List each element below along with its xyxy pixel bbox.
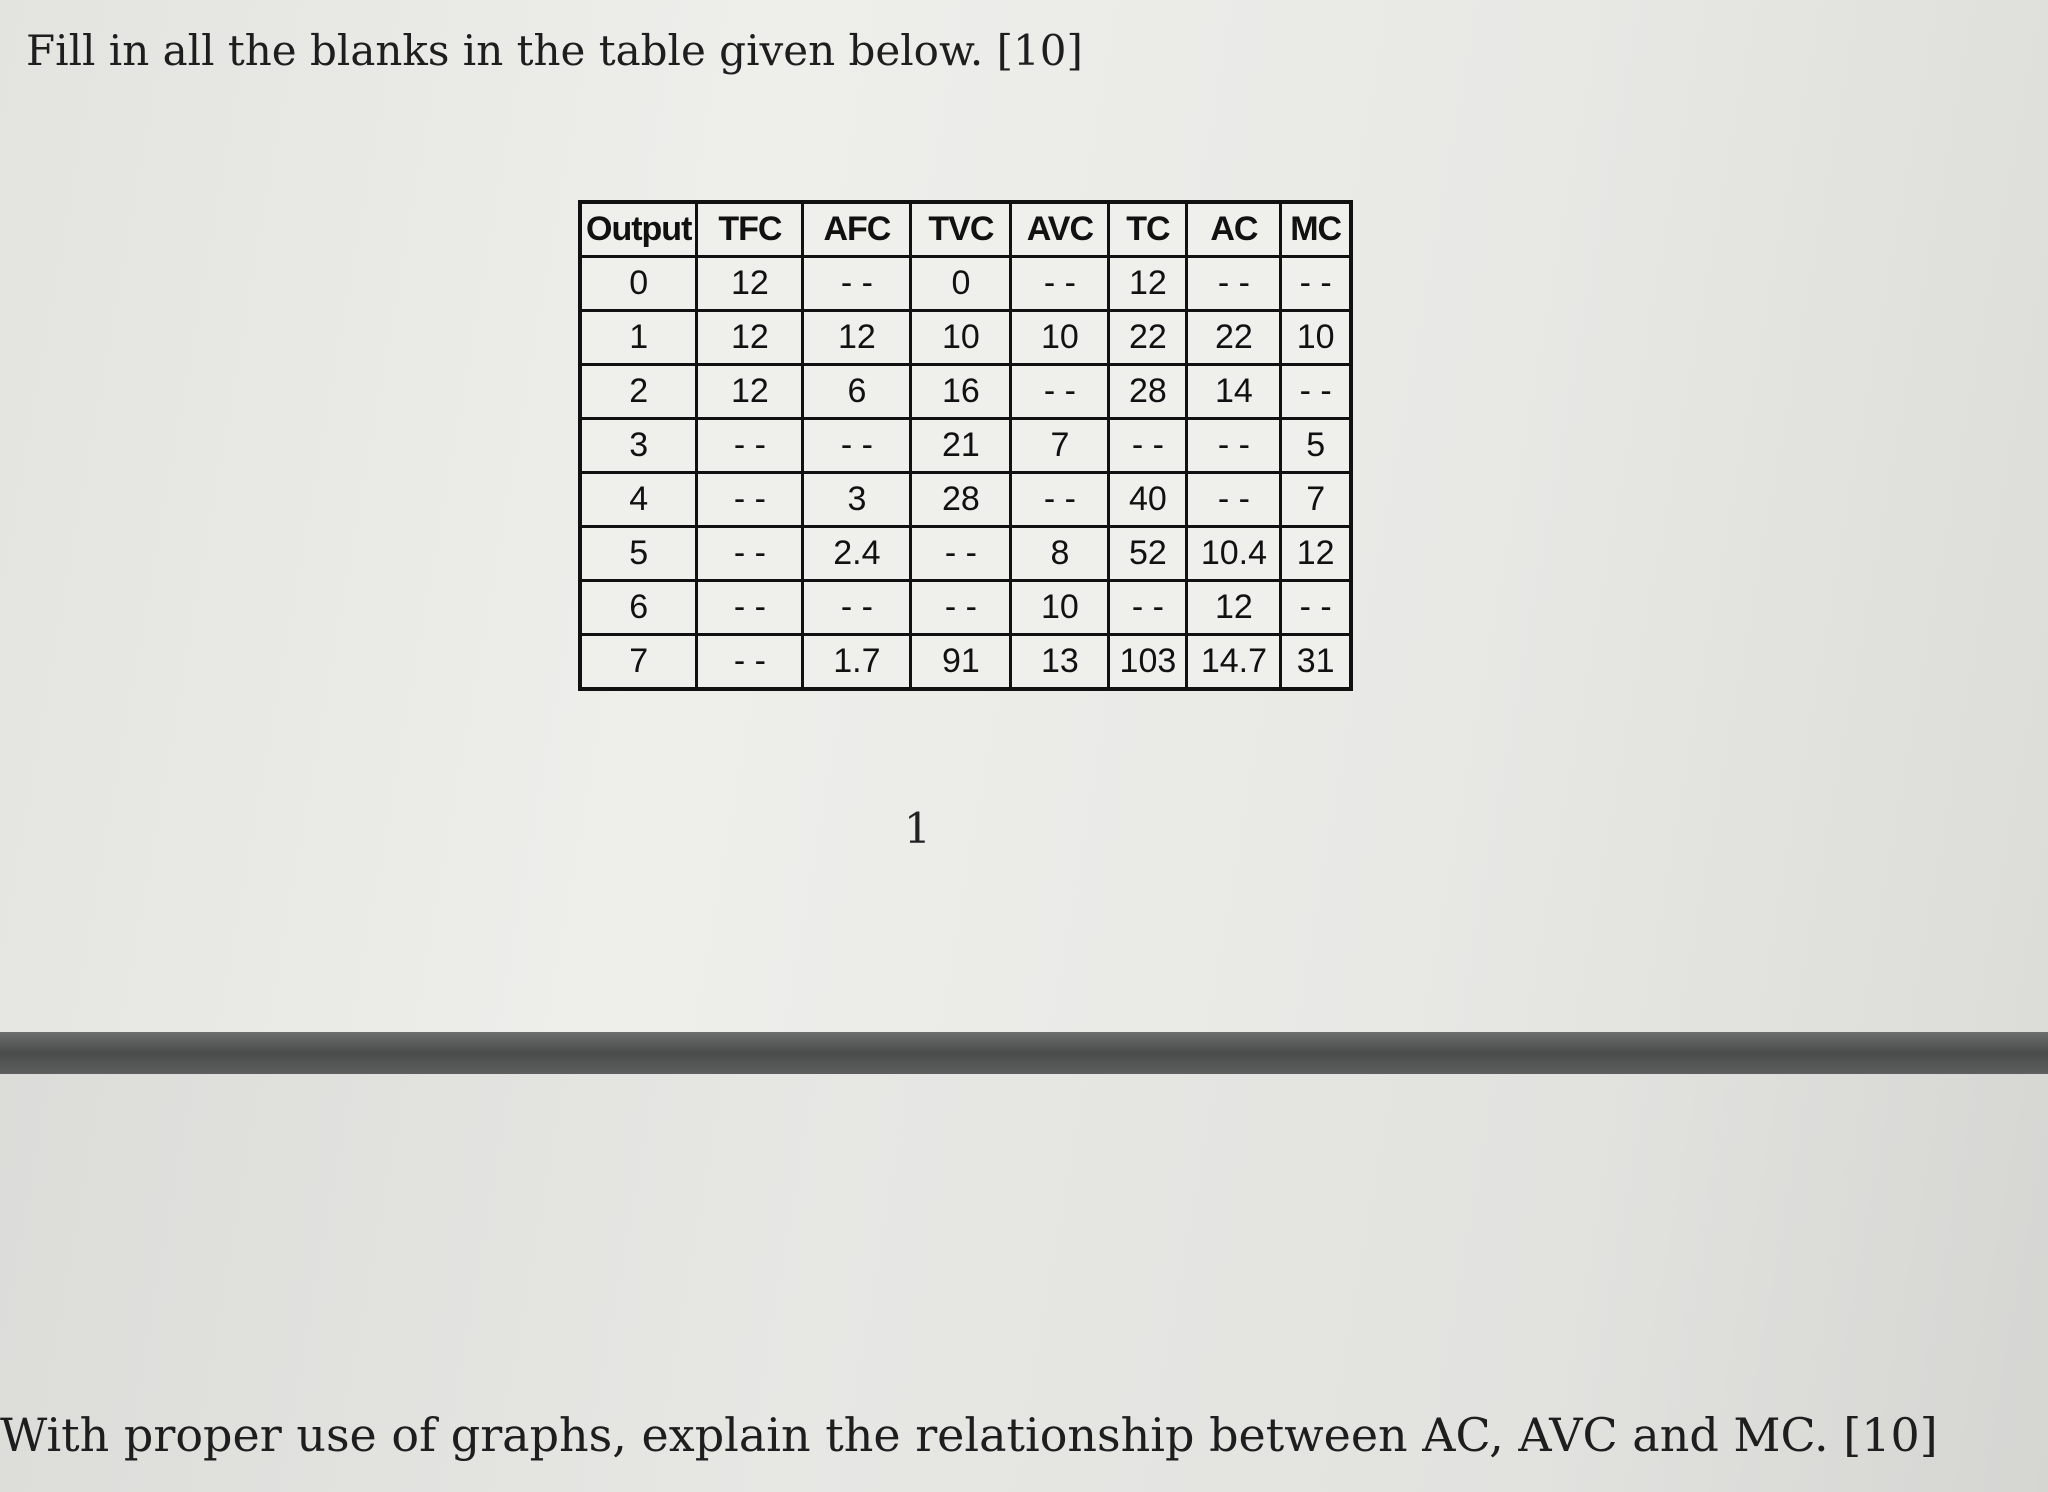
cell-tc: 103	[1109, 635, 1187, 690]
header-afc: AFC	[803, 202, 911, 257]
cell-afc: 1.7	[803, 635, 911, 690]
cell-avc: 13	[1011, 635, 1109, 690]
cell-ac: 22	[1187, 311, 1281, 365]
cell-tfc: 12	[697, 311, 803, 365]
cell-mc: - -	[1281, 257, 1351, 311]
cell-mc: - -	[1281, 581, 1351, 635]
cell-output: 7	[580, 635, 697, 690]
cell-afc: 12	[803, 311, 911, 365]
question-1-text: Fill in all the blanks in the table given below. [10]	[26, 26, 1083, 75]
cell-tvc: 21	[911, 419, 1011, 473]
cell-tc: - -	[1109, 581, 1187, 635]
table-header-row	[580, 202, 1351, 257]
cell-ac: 12	[1187, 581, 1281, 635]
table-row	[580, 581, 1351, 635]
page-divider	[0, 1032, 2048, 1074]
cell-avc: 10	[1011, 581, 1109, 635]
header-mc: MC	[1281, 202, 1351, 257]
cell-mc: - -	[1281, 365, 1351, 419]
cell-tfc: - -	[697, 419, 803, 473]
cell-output: 5	[580, 527, 697, 581]
cell-afc: 2.4	[803, 527, 911, 581]
cell-tc: 22	[1109, 311, 1187, 365]
table-row	[580, 527, 1351, 581]
header-tc: TC	[1109, 202, 1187, 257]
cell-avc: - -	[1011, 473, 1109, 527]
table-row	[580, 311, 1351, 365]
cell-output: 3	[580, 419, 697, 473]
cell-avc: - -	[1011, 257, 1109, 311]
cost-table	[578, 200, 1353, 691]
cell-avc: - -	[1011, 365, 1109, 419]
cell-mc: 10	[1281, 311, 1351, 365]
cell-tc: - -	[1109, 419, 1187, 473]
cell-ac: - -	[1187, 257, 1281, 311]
table-row	[580, 257, 1351, 311]
cell-afc: - -	[803, 419, 911, 473]
cell-tfc: - -	[697, 527, 803, 581]
header-avc: AVC	[1011, 202, 1109, 257]
cell-tfc: - -	[697, 473, 803, 527]
table-row	[580, 635, 1351, 690]
cell-ac: - -	[1187, 473, 1281, 527]
question-2-text: With proper use of graphs, explain the relationship between AC, AVC and MC. [10]	[0, 1408, 1938, 1462]
header-tvc: TVC	[911, 202, 1011, 257]
cell-tvc: 28	[911, 473, 1011, 527]
cell-ac: 14.7	[1187, 635, 1281, 690]
cell-tvc: 0	[911, 257, 1011, 311]
cell-mc: 5	[1281, 419, 1351, 473]
cell-tfc: - -	[697, 581, 803, 635]
header-output: Output	[580, 202, 697, 257]
cell-afc: 6	[803, 365, 911, 419]
cell-tvc: 10	[911, 311, 1011, 365]
cell-output: 2	[580, 365, 697, 419]
cell-tvc: - -	[911, 527, 1011, 581]
cell-output: 6	[580, 581, 697, 635]
cell-tc: 52	[1109, 527, 1187, 581]
header-ac: AC	[1187, 202, 1281, 257]
cell-tfc: 12	[697, 257, 803, 311]
cell-tc: 40	[1109, 473, 1187, 527]
cell-tc: 28	[1109, 365, 1187, 419]
cell-output: 4	[580, 473, 697, 527]
cell-tfc: 12	[697, 365, 803, 419]
cell-afc: 3	[803, 473, 911, 527]
cell-avc: 8	[1011, 527, 1109, 581]
cell-afc: - -	[803, 257, 911, 311]
table-row	[580, 419, 1351, 473]
cell-mc: 12	[1281, 527, 1351, 581]
cell-avc: 7	[1011, 419, 1109, 473]
cell-tc: 12	[1109, 257, 1187, 311]
table-row	[580, 473, 1351, 527]
header-tfc: TFC	[697, 202, 803, 257]
cell-output: 1	[580, 311, 697, 365]
cell-tfc: - -	[697, 635, 803, 690]
page-number: 1	[904, 804, 931, 853]
cell-afc: - -	[803, 581, 911, 635]
cell-mc: 31	[1281, 635, 1351, 690]
cell-ac: - -	[1187, 419, 1281, 473]
cell-ac: 10.4	[1187, 527, 1281, 581]
cell-tvc: 16	[911, 365, 1011, 419]
cell-output: 0	[580, 257, 697, 311]
cell-avc: 10	[1011, 311, 1109, 365]
cell-mc: 7	[1281, 473, 1351, 527]
cell-tvc: 91	[911, 635, 1011, 690]
table-row	[580, 365, 1351, 419]
cell-tvc: - -	[911, 581, 1011, 635]
cell-ac: 14	[1187, 365, 1281, 419]
